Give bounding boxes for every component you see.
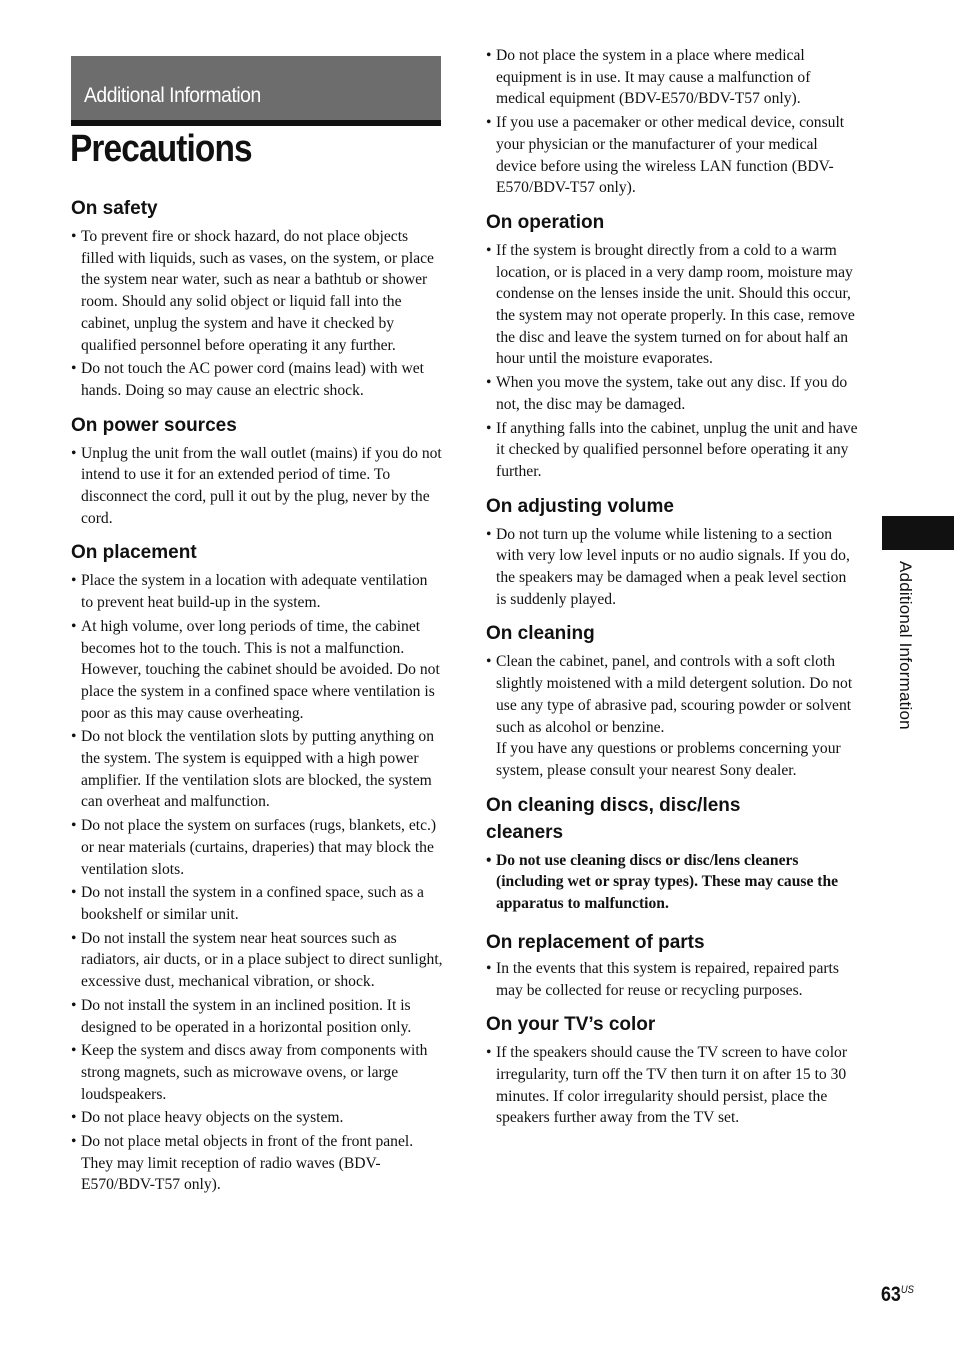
heading-on-replacement-of-parts: On replacement of parts	[486, 931, 705, 953]
list-item: • Clean the cabinet, panel, and controls with a soft cloth slightly moistened with a mild detergent solution. Do not use any type of abrasive pad, scouring powder or solvent such as alcohol or benzine. If you have any questions or problems concerning your system, please consult your nearest Sony dealer.	[486, 651, 858, 781]
list-item: • Do not place the system on surfaces (rugs, blankets, etc.) or near materials (curtains, draperies) that may block the ventilation slots.	[71, 815, 443, 880]
list-item: • At high volume, over long periods of time, the cabinet becomes hot to the touch. This is not a malfunction. However, touching the cabinet should be avoided. Do not place the system in a confined space where ventilation is poor as this may cause overheating.	[71, 616, 443, 725]
list-item: • Do not place the system in a place where medical equipment is in use. It may cause a malfunction of medical equipment (BDV-E570/BDV-T57 only).	[486, 45, 858, 110]
list-item: • Do not install the system in an inclined position. It is designed to be operated in a horizontal position only.	[71, 995, 443, 1038]
left-column	[71, 195, 443, 1198]
page-number-suffix: US	[900, 1284, 914, 1296]
list-item: • Do not use cleaning discs or disc/lens cleaners (including wet or spray types). These may cause the apparatus to malfunction.	[486, 850, 858, 915]
right-column	[486, 45, 858, 1131]
list-item: • Do not turn up the volume while listening to a section with very low level inputs or no audio signals. If you do, the speakers may be damaged when a peak level section is suddenly played.	[486, 524, 858, 611]
section-rule	[71, 120, 441, 126]
list-item: • If you use a pacemaker or other medical device, consult your physician or the manufacturer of your medical device before using the wireless LAN function (BDV-E570/BDV-T57 only).	[486, 112, 858, 199]
heading-on-operation: On operation	[486, 211, 605, 233]
list-item: • Do not install the system in a confined space, such as a bookshelf or similar unit.	[71, 882, 443, 925]
list-on-operation	[486, 240, 858, 483]
list-on-replacement-of-parts	[486, 958, 858, 1001]
list-on-power-sources	[71, 443, 443, 530]
list-item: • Keep the system and discs away from components with strong magnets, such as microwave ovens, or large loudspeakers.	[71, 1040, 443, 1105]
heading-on-safety: On safety	[71, 198, 158, 219]
list-item: • If anything falls into the cabinet, unplug the unit and have it checked by qualified personnel before operating it any further.	[486, 418, 858, 483]
list-on-safety	[71, 226, 443, 402]
list-item: • To prevent fire or shock hazard, do not place objects filled with liquids, such as vases, on the system, or place the system near water, such as near a bathtub or shower room. Should any solid object or liquid fall into the cabinet, unplug the system and have it checked by qualified personnel before operating it any further.	[71, 226, 443, 356]
side-tab-label: Additional Information	[896, 561, 915, 730]
heading-on-placement: On placement	[71, 542, 197, 564]
list-continued	[486, 45, 858, 199]
page-number	[881, 1283, 914, 1307]
list-on-placement	[71, 570, 443, 1196]
page-number-value: 63	[881, 1283, 901, 1306]
page-title: Precautions	[70, 128, 252, 170]
heading-on-adjusting-volume: On adjusting volume	[486, 495, 674, 517]
list-item: • Do not install the system near heat sources such as radiators, air ducts, or in a place subject to direct sunlight, excessive dust, mechanical vibration, or shock.	[71, 928, 443, 993]
list-item: • Do not place metal objects in front of the front panel. They may limit reception of radio waves (BDV-E570/BDV-T57 only).	[71, 1131, 443, 1196]
list-item: • Place the system in a location with adequate ventilation to prevent heat build-up in the system.	[71, 570, 443, 613]
list-item: • Do not block the ventilation slots by putting anything on the system. The system is equipped with a high power amplifier. If the ventilation slots are blocked, the system can overheat and malfunction.	[71, 726, 443, 813]
heading-on-cleaning: On cleaning	[486, 623, 595, 645]
heading-on-power-sources: On power sources	[71, 414, 237, 436]
heading-on-cleaning-discs: On cleaning discs, disc/lens cleaners	[486, 794, 741, 843]
section-label: Additional Information	[84, 84, 261, 107]
list-item: • Do not touch the AC power cord (mains lead) with wet hands. Doing so may cause an electric shock.	[71, 358, 443, 401]
list-on-adjusting-volume	[486, 524, 858, 611]
side-tab-marker	[882, 516, 954, 550]
list-item: • If the system is brought directly from a cold to a warm location, or is placed in a very damp room, moisture may condense on the lenses inside the unit. Should this occur, the system may not operate properly. In this case, remove the disc and leave the system turned on for about half an hour until the moisture evaporates.	[486, 240, 858, 370]
list-item: • Do not place heavy objects on the system.	[71, 1107, 443, 1129]
heading-on-tv-color: On your TV’s color	[486, 1014, 656, 1036]
list-item: • Unplug the unit from the wall outlet (mains) if you do not intend to use it for an extended period of time. To disconnect the cord, pull it out by the plug, never by the cord.	[71, 443, 443, 530]
list-item: • When you move the system, take out any disc. If you do not, the disc may be damaged.	[486, 372, 858, 415]
list-on-tv-color	[486, 1042, 858, 1129]
list-item: • If the speakers should cause the TV screen to have color irregularity, turn off the TV then turn it on after 15 to 30 minutes. If color irregularity should persist, place the speakers further away from the TV set.	[486, 1042, 858, 1129]
list-on-cleaning	[486, 651, 858, 781]
section-header-band	[71, 56, 441, 120]
list-on-cleaning-discs	[486, 850, 858, 915]
list-item: • In the events that this system is repaired, repaired parts may be collected for reuse or recycling purposes.	[486, 958, 858, 1001]
